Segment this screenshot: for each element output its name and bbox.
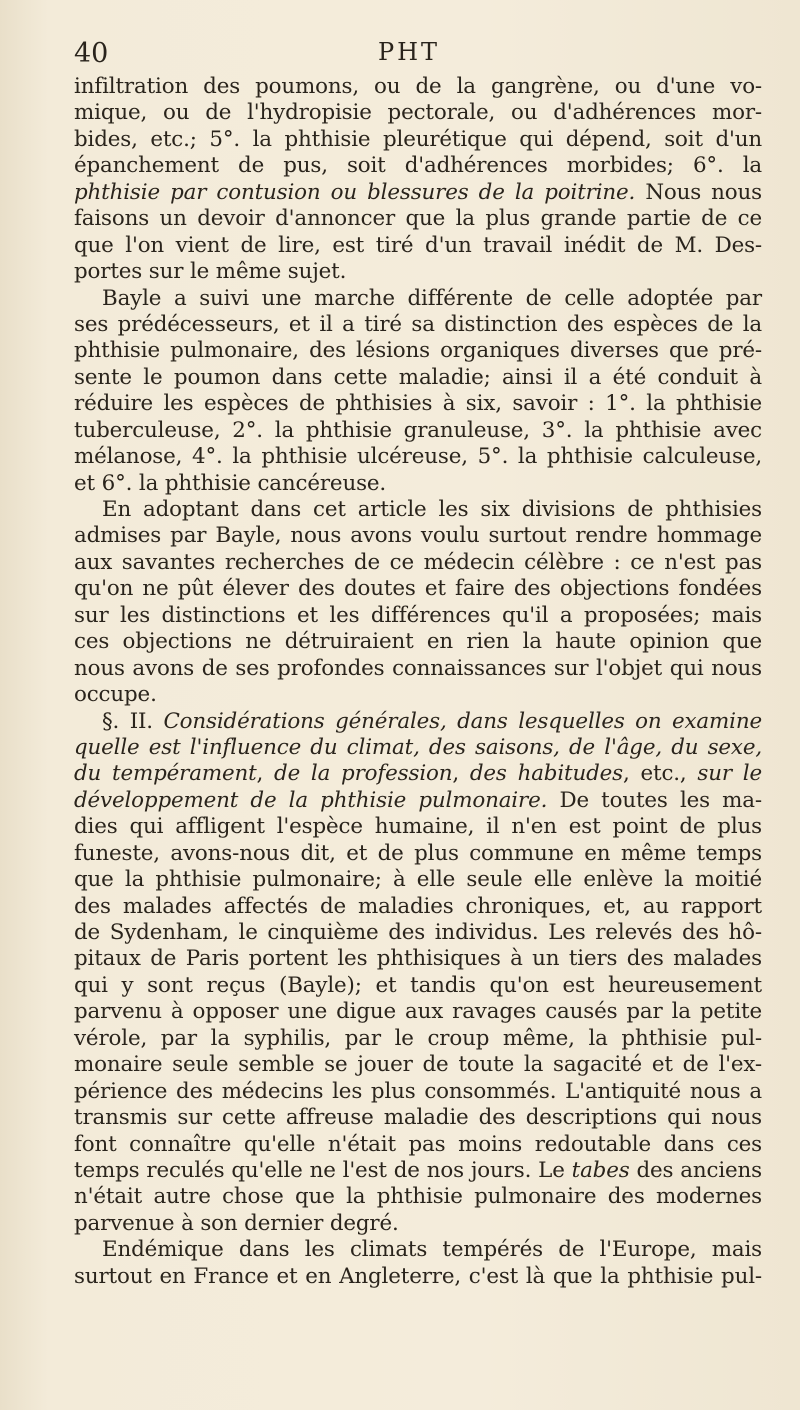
text-line: du tempérament, de la profession, des habitudes, etc., sur le: [74, 761, 762, 787]
text-line: parvenu à opposer une digue aux ravages causés par la petite: [74, 999, 762, 1025]
text-line: ses prédécesseurs, et il a tiré sa distinction des espèces de la: [74, 311, 762, 337]
text-line: et 6°. la phthisie cancéreuse.: [74, 470, 387, 496]
text-line: mélanose, 4°. la phthisie ulcéreuse, 5°. la phthisie calculeuse,: [74, 444, 762, 470]
text-line: quelle est l'influence du climat, des saisons, de l'âge, du sexe,: [74, 734, 762, 760]
text-line: bides, etc.; 5°. la phthisie pleurétique qui dépend, soit d'un: [74, 126, 762, 152]
text-line: temps reculés qu'elle ne l'est de nos jours. Le tabes des anciens: [74, 1157, 762, 1183]
text-line: En adoptant dans cet article les six divisions de phthisies: [102, 497, 762, 522]
body-text: [74, 74, 762, 1290]
text-line: périence des médecins les plus consommés. L'antiquité nous a: [74, 1078, 762, 1104]
text-line: développement de la phthisie pulmonaire. De toutes les ma-: [74, 787, 762, 813]
text-line: n'était autre chose que la phthisie pulmonaire des modernes: [74, 1184, 762, 1210]
text-line: admises par Bayle, nous avons voulu surtout rendre hommage: [74, 523, 762, 549]
text-line: mique, ou de l'hydropisie pectorale, ou d'adhérences mor-: [74, 100, 762, 126]
text-line: funeste, avons-nous dit, et de plus commune en même temps: [74, 840, 762, 866]
text-line: épanchement de pus, soit d'adhérences morbides; 6°. la: [74, 153, 762, 179]
page-number: 40: [74, 38, 109, 69]
text-line: qu'on ne pût élever des doutes et faire des objections fondées: [74, 576, 762, 602]
text-line: que la phthisie pulmonaire; à elle seule elle enlève la moitié: [74, 867, 762, 893]
text-line: monaire seule semble se jouer de toute la sagacité et de l'ex-: [74, 1052, 762, 1078]
text-line: §. II. Considérations générales, dans lesquelles on examine: [102, 708, 762, 734]
running-head: PHT: [377, 38, 441, 66]
text-line: vérole, par la syphilis, par le croup même, la phthisie pul-: [74, 1025, 762, 1051]
text-line: occupe.: [74, 682, 157, 708]
text-line: tuberculeuse, 2°. la phthisie granuleuse, 3°. la phthisie avec: [74, 417, 762, 443]
text-line: infiltration des poumons, ou de la gangrène, ou d'une vo-: [74, 74, 762, 99]
text-line: ces objections ne détruiraient en rien la haute opinion que: [74, 629, 762, 655]
text-line: qui y sont reçus (Bayle); et tandis qu'on est heureusement: [74, 972, 762, 998]
text-line: phthisie pulmonaire, des lésions organiques diverses que pré-: [74, 338, 762, 364]
text-line: sur les distinctions et les différences qu'il a proposées; mais: [74, 602, 762, 628]
text-line: dies qui affligent l'espèce humaine, il n'en est point de plus: [74, 814, 762, 840]
text-line: Endémique dans les climats tempérés de l'Europe, mais: [102, 1237, 762, 1263]
text-line: aux savantes recherches de ce médecin célèbre : ce n'est pas: [74, 549, 762, 575]
text-line: parvenue à son dernier degré.: [74, 1210, 399, 1236]
text-line: que l'on vient de lire, est tiré d'un travail inédit de M. Des-: [74, 232, 762, 258]
text-line: de Sydenham, le cinquième des individus. Les relevés des hô-: [74, 920, 762, 945]
text-line: réduire les espèces de phthisies à six, savoir : 1°. la phthisie: [74, 391, 762, 417]
text-line: sente le poumon dans cette maladie; ainsi il a été conduit à: [74, 364, 762, 390]
text-line: phthisie par contusion ou blessures de la poitrine. Nous nous: [74, 179, 762, 205]
text-line: surtout en France et en Angleterre, c'est là que la phthisie pul-: [74, 1263, 762, 1289]
text-line: transmis sur cette affreuse maladie des descriptions qui nous: [74, 1105, 762, 1131]
text-line: nous avons de ses profondes connaissances sur l'objet qui nous: [74, 655, 762, 681]
text-line: faisons un devoir d'annoncer que la plus grande partie de ce: [74, 206, 762, 232]
page-header: [74, 38, 744, 72]
text-line: Bayle a suivi une marche différente de celle adoptée par: [102, 285, 762, 311]
text-line: pitaux de Paris portent les phthisiques à un tiers des malades: [74, 946, 762, 972]
text-line: portes sur le même sujet.: [74, 259, 347, 285]
text-line: font connaître qu'elle n'était pas moins redoutable dans ces: [74, 1131, 762, 1157]
text-line: des malades affectés de maladies chroniques, et, au rapport: [74, 893, 762, 919]
